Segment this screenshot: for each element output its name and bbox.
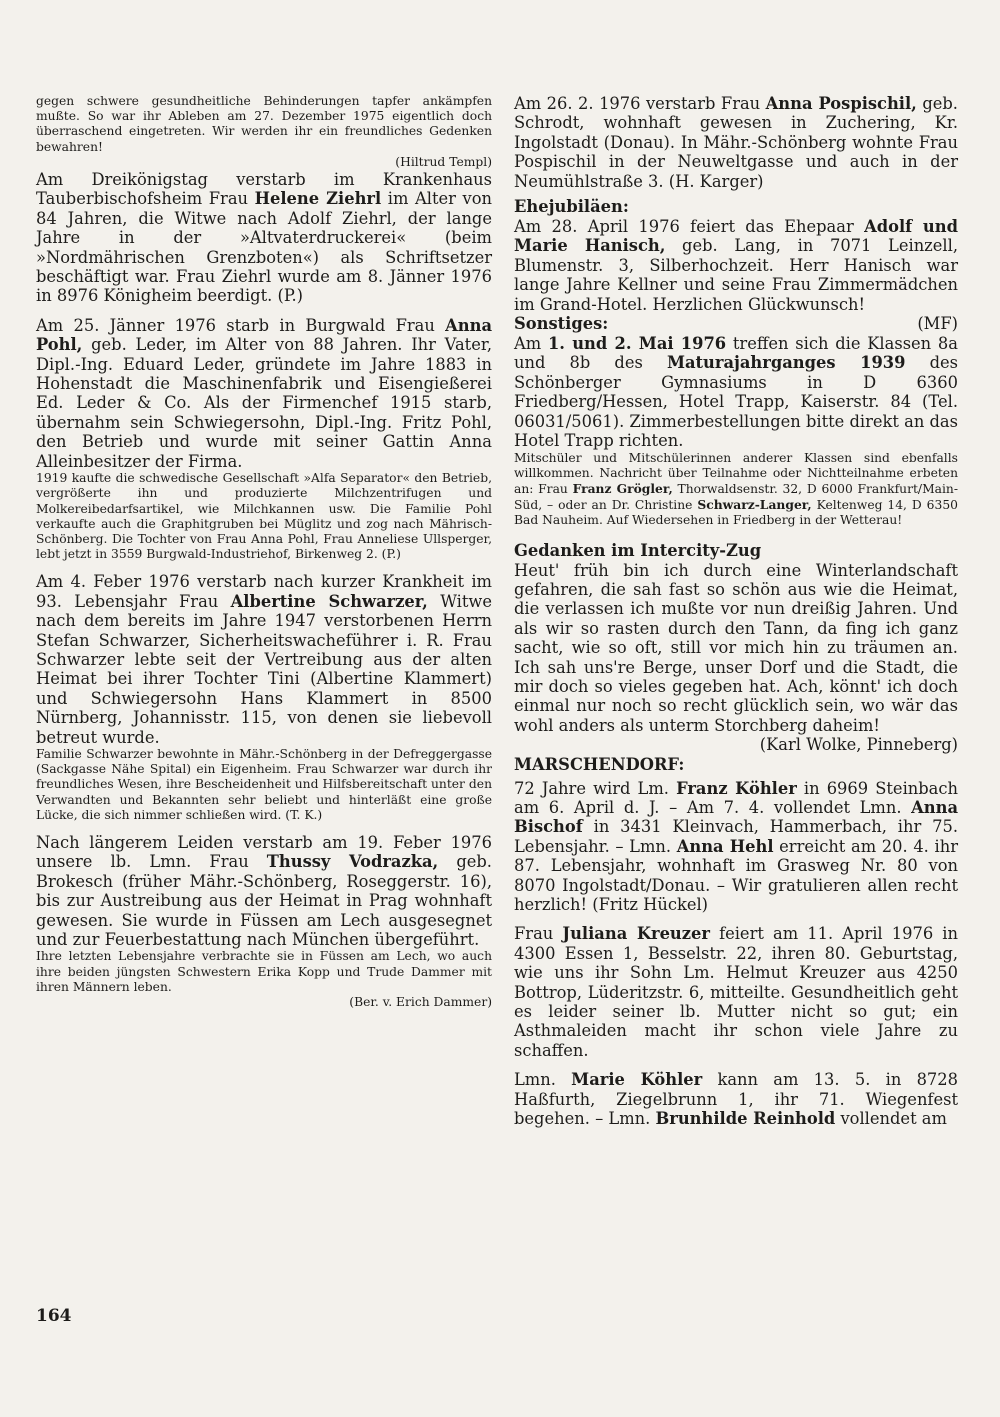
birthday-kreuzer: Frau Juliana Kreuzer feiert am 11. April 1976 in 4300 Essen 1, Besselstr. 22, ihren 80. Geburtstag, wie uns ihr Sohn Lm. Helmut Kreuzer aus 4250 Bottrop, Lüderitzstr. 6, mitteilte. Gesundheitlich geht es leider seiner lb. Mutter nicht so gut; ein Asthmaleiden macht ihr schon viele Jahre zu schaffen. bbox=[514, 924, 958, 1060]
class-reunion-notice: Am 1. und 2. Mai 1976 treffen sich die Klassen 8a und 8b des Maturajahrganges 1939 des Schönberger Gymnasiums in D 6360 Friedberg/Hessen, Hotel Trapp, Kaiserstr. 84 (Tel. 06031/5061). Zimmerbestellungen bitte direkt an das Hotel Trapp richten. bbox=[514, 334, 959, 451]
obituary-pohl-detail: 1919 kaufte die schwedische Gesellschaft »Alfa Separator« den Betrieb, vergrößerte ihn und produzierte Milchzentrifugen und Molkereibedarfsartikel, wie Milchkannen usw. Die Familie Pohl verkaufte auch die Graphitgruben bei Müglitz und zog nach Mährisch-Schönberg. Die Tochter von Frau Anna Pohl, Frau Anneliese Ullsperger, lebt jetzt in 3559 Burgwald-Industriehof, Birkenweg 2. (P.) bbox=[36, 471, 492, 562]
reunion-class-year: Maturajahrganges 1939 bbox=[666, 353, 906, 373]
signature-mf: (MF) bbox=[917, 314, 958, 334]
name-thussy-vodrazka: Thussy Vodrazka, bbox=[266, 852, 439, 872]
left-column bbox=[36, 94, 492, 1010]
name-anna-hehl: Anna Hehl bbox=[676, 836, 774, 856]
anniversary-hanisch: Am 28. April 1976 feiert das Ehepaar Adolf und Marie Hanisch, geb. Lang, in 7071 Leinzell, Blumenstr. 3, Silberhochzeit. Herr Hanisch war lange Jahre Kellner und seine Frau Zimmermädchen im Grand-Hotel. Herzlichen Glückwunsch! bbox=[514, 217, 958, 314]
section-heading-sonstiges: Sonstiges: bbox=[514, 314, 609, 334]
name-albertine-schwarzer: Albertine Schwarzer, bbox=[230, 591, 428, 611]
reunion-date: 1. und 2. Mai 1976 bbox=[547, 334, 727, 354]
name-helene-ziehrl: Helene Ziehrl bbox=[254, 189, 382, 209]
section-heading-intercity: Gedanken im Intercity-Zug bbox=[514, 540, 762, 560]
name-schwarz-langer: Schwarz-Langer, bbox=[697, 497, 812, 513]
name-adolf-marie-hanisch: Adolf und Marie Hanisch, bbox=[514, 217, 958, 256]
section-heading-ehejubilaeen: Ehejubiläen: bbox=[514, 197, 629, 217]
right-column bbox=[514, 94, 958, 1128]
obituary-vodrazka: Nach längerem Leiden verstarb am 19. Feber 1976 unsere lb. Lmn. Frau Thussy Vodrazka, geb. Brokesch (früher Mähr.-Schönberg, Roseggerstr. 16), bis zur Austreibung aus der Heimat in Prag wohnhaft gewesen. Sie wurde in Füssen am Lech ausgesegnet und zur Feuerbestattung nach München übergeführt. bbox=[36, 833, 492, 950]
name-franz-koehler: Franz Köhler bbox=[676, 778, 797, 798]
obituary-pospischil: Am 26. 2. 1976 verstarb Frau Anna Pospischil, geb. Schrodt, wohnhaft gewesen in Zuchering, Kr. Ingolstadt (Donau). In Mähr.-Schönberg wohnte Frau Pospischil in der Neuweltgasse und auch in der Neumühlstraße 3. (H. Karger) bbox=[514, 94, 958, 191]
obituary-schwarzer: Am 4. Feber 1976 verstarb nach kurzer Krankheit im 93. Lebensjahr Frau Albertine Schwarzer, Witwe nach dem bereits im Jahre 1947 verstorbenen Herrn Stefan Schwarzer, Sicherheitswacheführer i. R. Frau Schwarzer lebte seit der Vertreibung aus der alten Heimat bei ihrer Tochter Tini (Albertine Klammert) und Schwiegersohn Hans Klammert in 8500 Nürnberg, Johannisstr. 115, von denen sie liebevoll betreut wurde. bbox=[36, 572, 492, 747]
name-franz-groegler: Franz Grögler, bbox=[572, 480, 673, 496]
obituary-vodrazka-detail: Ihre letzten Lebensjahre verbrachte sie in Füssen am Lech, wo auch ihre beiden jüngsten Schwestern Erika Kopp und Trude Dammer mit ihren Männern leben. bbox=[36, 949, 492, 994]
obituary-schwarzer-detail: Familie Schwarzer bewohnte in Mähr.-Schönberg in der Defreggergasse (Sackgasse Nähe Spital) ein Eigenheim. Frau Schwarzer war durch ihr freundliches Wesen, ihre Bescheidenheit und Hilfsbereitschaft unter den Verwandten und Bekannten sehr beliebt und hinterläßt eine große Lücke, die sich nimmer schließen wird. (T. K.) bbox=[36, 746, 492, 822]
name-anna-pospischil: Anna Pospischil, bbox=[765, 94, 917, 113]
obituary-ziehrl: Am Dreikönigstag verstarb im Krankenhaus Tauberbischofsheim Frau Helene Ziehrl im Alter von 84 Jahren, die Witwe nach Adolf Ziehrl, der lange Jahre in der »Altvaterdruckerei« (beim »Nordmährischen Grenzboten«) als Schriftsetzer beschäftigt war. Frau Ziehrl wurde am 8. Jänner 1976 in 8976 Königheim beerdigt. (P.) bbox=[36, 170, 492, 306]
birthdays-marschendorf: 72 Jahre wird Lm. Franz Köhler in 6969 Steinbach am 6. April d. J. – Am 7. 4. vollendet Lmn. Anna Bischof in 3431 Kleinvach, Hammerbach, ihr 75. Lebensjahr. – Lmn. Anna Hehl erreicht am 20. 4. ihr 87. Lebensjahr, wohnhaft im Grasweg Nr. 80 von 8070 Ingolstadt/Donau. – Wir gratulieren allen recht herzlich! (Fritz Hückel) bbox=[514, 778, 958, 915]
signature-dammer: (Ber. v. Erich Dammer) bbox=[349, 995, 492, 1010]
name-brunhilde-reinhold: Brunhilde Reinhold bbox=[655, 1109, 836, 1129]
poem-intercity-text: Heut' früh bin ich durch eine Winterlandschaft gefahren, die sah fast so schön aus wie die Heimat, die verlassen ich mußte vor nun dreißig Jahren. Und als wir so rasten durch den Tann, da fing ich ganz sacht, wie so oft, still vor mich hin zu träumen an. Ich sah uns're Berge, unser Dorf und die Stadt, die mir doch so vieles gegeben hat. Ach, könnt' ich doch einmal nur noch so recht glücklich sein, wo wär das wohl anders als unterm Storchberg daheim! bbox=[514, 560, 958, 735]
name-marie-koehler: Marie Köhler bbox=[571, 1070, 703, 1090]
section-heading-marschendorf: MARSCHENDORF: bbox=[514, 754, 685, 774]
signature-templ: (Hiltrud Templ) bbox=[395, 154, 492, 169]
page-number: 164 bbox=[36, 1306, 72, 1326]
sonstiges-heading-row bbox=[514, 314, 958, 334]
name-anna-bischof: Anna Bischof bbox=[514, 797, 958, 837]
signature-wolke: (Karl Wolke, Pinneberg) bbox=[759, 735, 958, 755]
name-anna-pohl: Anna Pohl, bbox=[36, 315, 492, 355]
obituary-templ-text: gegen schwere gesundheitliche Behinderungen tapfer ankämpfen mußte. So war ihr Ableben am 27. Dezember 1975 eigentlich doch überraschend eingetreten. Wir werden ihr ein freundliches Gedenken bewahren! bbox=[36, 94, 492, 154]
obituary-pohl: Am 25. Jänner 1976 starb in Burgwald Frau Anna Pohl, geb. Leder, im Alter von 88 Jahren. Ihr Vater, Dipl.-Ing. Eduard Leder, gründete im Jahre 1883 in Hohenstadt die Maschinenfabrik und Eisengießerei Ed. Leder & Co. Als der Firmenchef 1915 starb, übernahm sein Schwiegersohn, Dipl.-Ing. Fritz Pohl, den Betrieb und wurde mit seiner Gattin Anna Alleinbesitzer der Firma. bbox=[36, 315, 492, 471]
birthday-koehler-reinhold: Lmn. Marie Köhler kann am 13. 5. in 8728 Haßfurth, Ziegelbrunn 1, ihr 71. Wiegenfest begehen. – Lmn. Brunhilde Reinhold vollendet am bbox=[514, 1070, 958, 1129]
class-reunion-detail: Mitschüler und Mitschülerinnen anderer Klassen sind ebenfalls willkommen. Nachricht über Teilnahme oder Nichtteilnahme erbeten an: Frau Franz Grögler, Thorwaldsenstr. 32, D 6000 Frankfurt/Main-Süd, – oder an Dr. Christine Schwarz-Langer, Keltenweg 14, D 6350 Bad Nauheim. Auf Wiedersehen in Friedberg in der Wetterau! bbox=[514, 450, 958, 528]
name-juliana-kreuzer: Juliana Kreuzer bbox=[562, 924, 710, 944]
